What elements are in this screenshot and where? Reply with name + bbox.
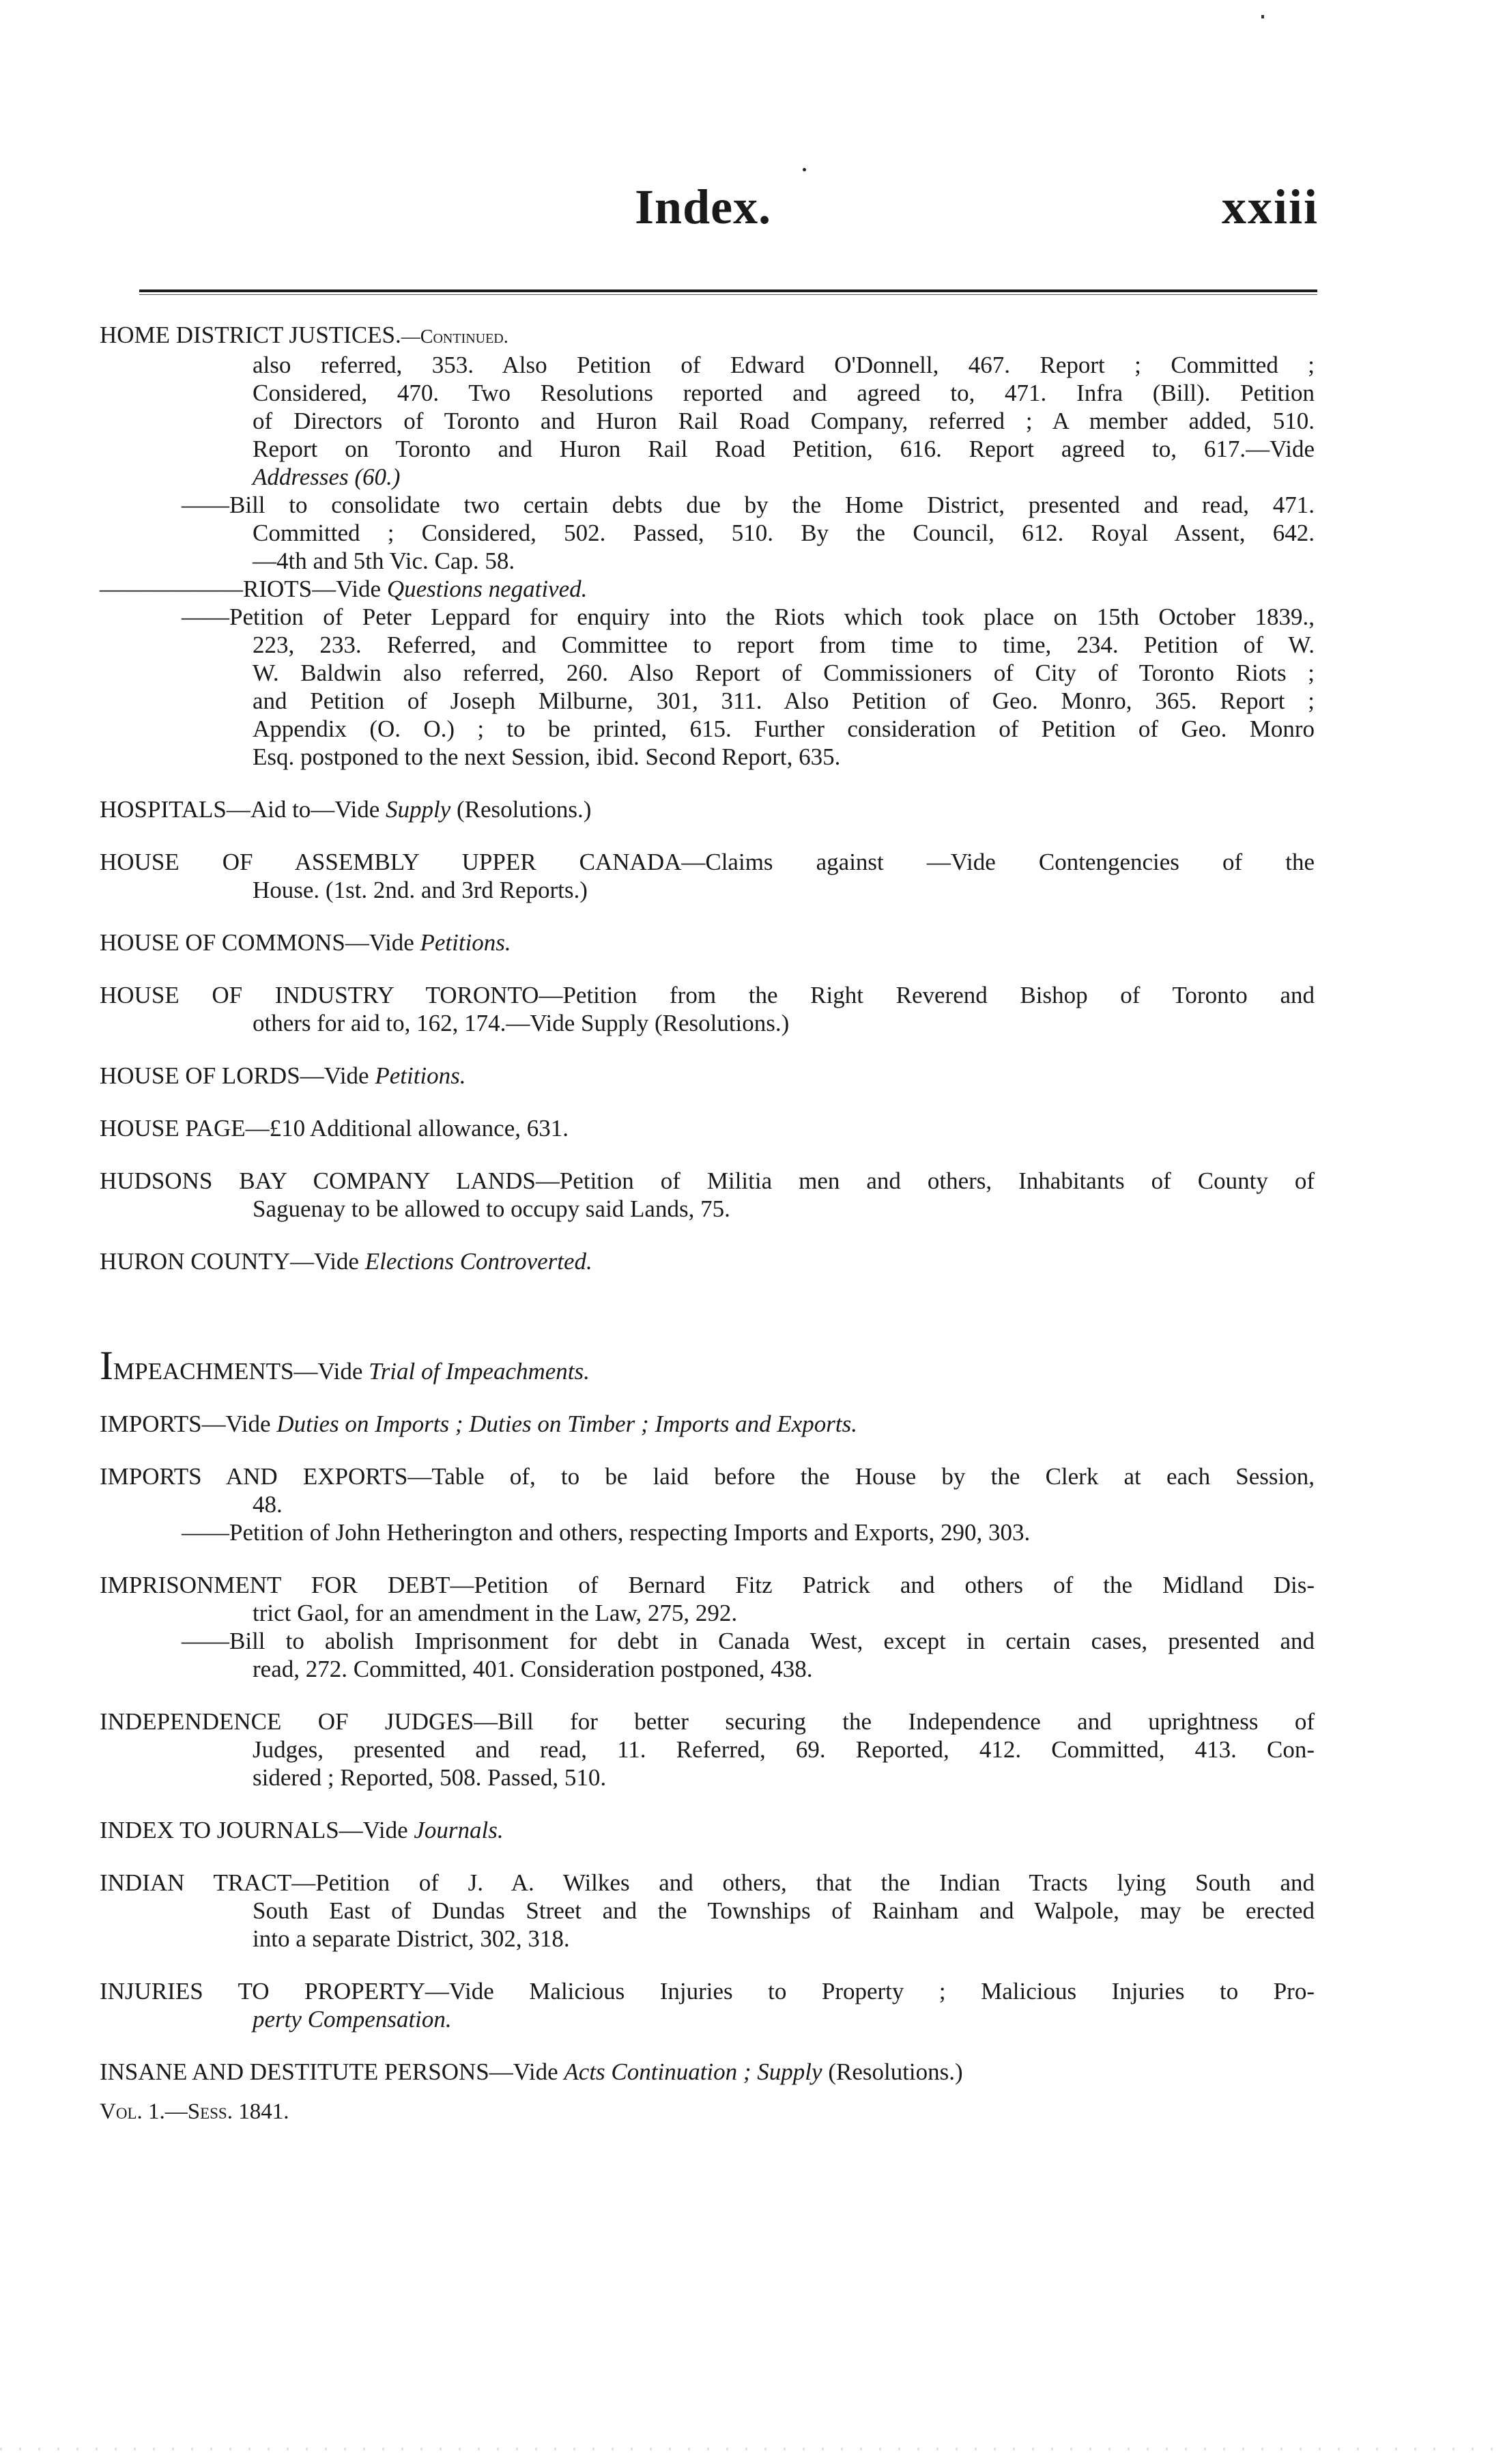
continued-label: —Continued. (401, 326, 508, 348)
entry-independence-of-judges (100, 1708, 1315, 1792)
bottom-edge-dots (0, 2448, 1505, 2450)
entry-ref: Trial of Impeachments. (369, 1358, 590, 1385)
print-speck (1261, 15, 1264, 18)
page-number: xxiii (1222, 180, 1319, 234)
entry-line: HUDSONS BAY COMPANY LANDS—Petition of Militia men and others, Inhabitants of County of (100, 1167, 1315, 1194)
entry-line: ——Bill to consolidate two certain debts due by the Home District, presented and read, 471. (182, 492, 1315, 518)
entry-line: W. Baldwin also referred, 260. Also Report of Commissioners of City of Toronto Riots ; (253, 660, 1315, 686)
entry-line: perty Compensation. (253, 2006, 452, 2033)
entry-imports-and-exports (100, 1462, 1315, 1546)
volume-footer: Vol. 1.—Sess. 1841. (100, 2099, 289, 2124)
entry-line: Considered, 470. Two Resolutions reported and agreed to, 471. Infra (Bill). Petition (253, 380, 1315, 406)
entry-line: trict Gaol, for an amendment in the Law, 275, 292. (253, 1600, 738, 1626)
entry-line: —4th and 5th Vic. Cap. 58. (253, 548, 515, 574)
header-rule (139, 289, 1317, 292)
entry-line: HOUSE OF ASSEMBLY UPPER CANADA—Claims against —Vide Contengencies of the (100, 849, 1315, 875)
entry-hospitals (100, 795, 1315, 823)
entry-ref: Journals. (414, 1817, 504, 1843)
entry-indian-tract (100, 1869, 1315, 1953)
entry-house-of-assembly (100, 848, 1315, 904)
entry-impeachments (100, 1343, 1315, 1388)
entry-line: Judges, presented and read, 11. Referred, 69. Reported, 412. Committed, 413. Con- (253, 1736, 1315, 1763)
entry-house-of-industry (100, 981, 1315, 1037)
riots-prefix: ——————RIOTS—Vide (100, 576, 387, 602)
entry-line: Saguenay to be allowed to occupy said Lands, 75. (253, 1195, 730, 1222)
entry-heading: HOME DISTRICT JUSTICES. (100, 322, 401, 348)
entry-line: of Directors of Toronto and Huron Rail Road Company, referred ; A member added, 510. (253, 408, 1315, 434)
entry-line: Appendix (O. O.) ; to be printed, 615. Further consideration of Petition of Geo. Monro (253, 716, 1315, 742)
entry-line: INDEPENDENCE OF JUDGES—Bill for better securing the Independence and uprightness of (100, 1708, 1315, 1735)
entry-line: INJURIES TO PROPERTY—Vide Malicious Injuries to Property ; Malicious Injuries to Pro- (100, 1978, 1315, 2005)
entry-line: Addresses (60.) (253, 464, 401, 490)
entry-line: Esq. postponed to the next Session, ibid. Second Report, 635. (253, 744, 841, 770)
entry-text: HOSPITALS—Aid to—Vide (100, 796, 386, 823)
entry-ref: Duties on Imports ; Duties on Timber ; Imports and Exports. (276, 1411, 857, 1437)
entry-text: HOUSE OF LORDS—Vide (100, 1062, 375, 1089)
entry-hudsons-bay (100, 1167, 1315, 1223)
entry-home-district-justices (100, 321, 1315, 771)
riots-ref: Questions negatived. (386, 576, 588, 602)
entry-line: read, 272. Committed, 401. Consideration postponed, 438. (253, 1656, 813, 1682)
entry-line: INDIAN TRACT—Petition of J. A. Wilkes and others, that the Indian Tracts lying South and (100, 1869, 1315, 1896)
entry-text: IMPORTS—Vide (100, 1411, 277, 1437)
entry-house-of-lords (100, 1062, 1315, 1090)
entry-ref: Petitions. (375, 1062, 466, 1089)
entry-text: INDEX TO JOURNALS—Vide (100, 1817, 414, 1843)
entry-line: into a separate District, 302, 318. (253, 1925, 570, 1952)
entry-imports (100, 1410, 1315, 1438)
entry-index-to-journals (100, 1816, 1315, 1844)
entry-text: HURON COUNTY—Vide (100, 1248, 365, 1275)
entry-line: Committed ; Considered, 502. Passed, 510. By the Council, 612. Royal Assent, 642. (253, 520, 1315, 546)
entry-line: Report on Toronto and Huron Rail Road Petition, 616. Report agreed to, 617.—Vide (253, 436, 1315, 462)
entry-line: and Petition of Joseph Milburne, 301, 311. Also Petition of Geo. Monro, 365. Report ; (253, 688, 1315, 714)
entry-line: HOUSE OF INDUSTRY TORONTO—Petition from the Right Reverend Bishop of Toronto and (100, 982, 1315, 1008)
entry-ref: Supply (386, 796, 451, 823)
entry-ref: Acts Continuation ; Supply (564, 2058, 822, 2085)
entry-line: House. (1st. 2nd. and 3rd Reports.) (253, 877, 588, 903)
entry-tail: (Resolutions.) (822, 2058, 963, 2085)
entry-line: ——Petition of John Hetherington and others, respecting Imports and Exports, 290, 303. (182, 1519, 1031, 1546)
entry-line: also referred, 353. Also Petition of Edward O'Donnell, 467. Report ; Committed ; (253, 352, 1315, 378)
entry-insane-and-destitute (100, 2058, 1315, 2086)
entry-text: INSANE AND DESTITUTE PERSONS—Vide (100, 2058, 564, 2085)
entry-line: sidered ; Reported, 508. Passed, 510. (253, 1764, 607, 1791)
index-body (100, 321, 1315, 2126)
header-rule-thin (139, 294, 1317, 295)
entry-house-of-commons (100, 929, 1315, 957)
entry-line: ——Petition of Peter Leppard for enquiry into the Riots which took place on 15th October 1839., (182, 604, 1315, 630)
entry-imprisonment-for-debt (100, 1571, 1315, 1683)
entry-line: 48. (253, 1491, 283, 1518)
entry-ref: Petitions. (420, 929, 511, 956)
print-dot (803, 168, 806, 171)
entry-line: HOUSE PAGE—£10 Additional allowance, 631. (100, 1115, 569, 1142)
entry-text: MPEACHMENTS—Vide (113, 1358, 369, 1385)
entry-line: 223, 233. Referred, and Committee to report from time to time, 234. Petition of W. (253, 632, 1315, 658)
entry-house-page (100, 1114, 1315, 1142)
entry-line: IMPRISONMENT FOR DEBT—Petition of Bernard Fitz Patrick and others of the Midland Dis- (100, 1572, 1315, 1598)
entry-tail: (Resolutions.) (450, 796, 592, 823)
entry-line: IMPORTS AND EXPORTS—Table of, to be laid before the House by the Clerk at each Session, (100, 1463, 1315, 1490)
entry-text: HOUSE OF COMMONS—Vide (100, 929, 420, 956)
drop-initial: I (100, 1343, 113, 1388)
entry-ref: Elections Controverted. (364, 1248, 592, 1275)
entry-injuries-to-property (100, 1977, 1315, 2033)
entry-line: ——Bill to abolish Imprisonment for debt in Canada West, except in certain cases, presented and (182, 1628, 1315, 1654)
entry-line: South East of Dundas Street and the Townships of Rainham and Walpole, may be erected (253, 1897, 1315, 1924)
entry-line: others for aid to, 162, 174.—Vide Supply (Resolutions.) (253, 1010, 790, 1036)
entry-huron-county (100, 1247, 1315, 1275)
page-title: Index. (635, 180, 772, 234)
